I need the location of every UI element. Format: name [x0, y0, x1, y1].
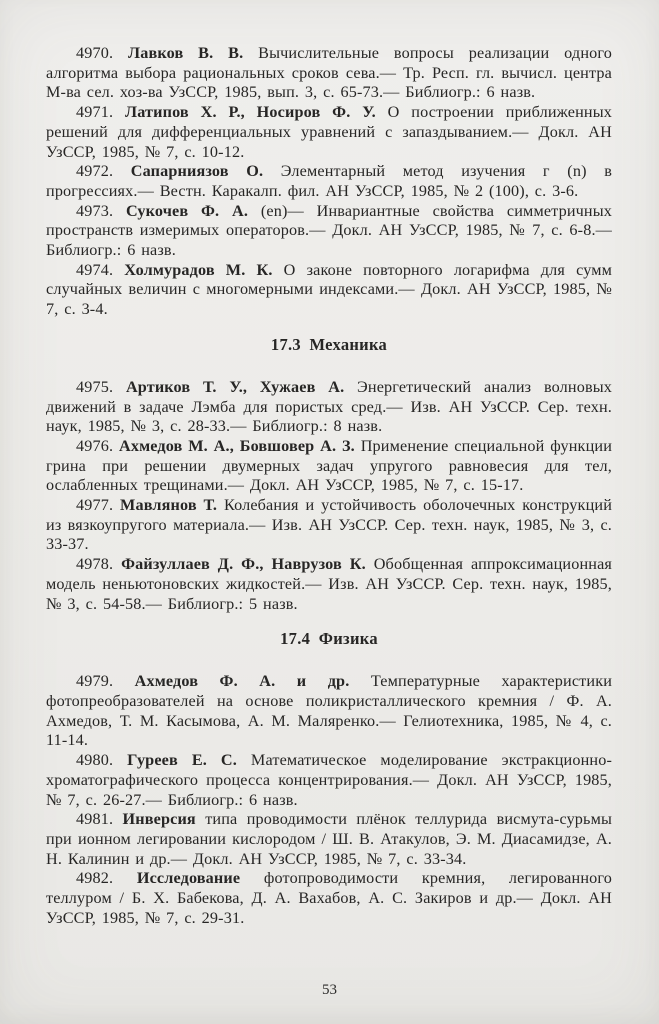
entry-number: 4975.: [76, 377, 114, 396]
entry-authors: Гуреев Е. С.: [127, 751, 237, 770]
bib-entry-4979: [46, 672, 612, 751]
entry-text: Обобщенная аппроксимационная модель неньютоновских жидкостей.— Изв. АН УзССР. Сер. техн. наук, 1985, № 3, с. 54-58.— Библиогр.: 5 назв.: [46, 555, 613, 613]
bib-section-mechanics: [46, 378, 612, 614]
entry-text: фотопроводимости кремния, легированного теллуром / Б. Х. Бабекова, Д. А. Вахабов, А. С. Закиров и др.— Докл. АН УзССР, 1985, № 7, с. 29-31.: [46, 869, 612, 927]
bib-section-physics: [46, 672, 612, 928]
bib-entry-4970: [46, 44, 612, 103]
entry-text: Применение специальной функции грина при решении двумерных задач упругого равновесия для тел, ослабленных трещинами.— Докл. АН УзССР, 1985, № 7, с. 15-17.: [46, 436, 613, 495]
entry-title-word: Исследование: [136, 869, 241, 888]
entry-number: 4974.: [76, 260, 114, 279]
bib-entry-4975: [46, 378, 612, 437]
bib-entry-4972: [46, 162, 612, 201]
entry-number: 4978.: [76, 555, 114, 574]
bib-entry-4973: [46, 202, 612, 261]
entry-authors: Мавлянов Т.: [120, 496, 218, 515]
entry-number: 4971.: [76, 103, 114, 122]
entry-number: 4972.: [76, 162, 114, 181]
bib-entry-4971: [46, 103, 612, 162]
entry-text: Вычислительные вопросы реализации одного алгоритма выбора рациональных сроков сева.— Тр. Респ. гл. вычисл. центра М-ва сел. хоз-ва УзССР, 1985, вып. 3, с. 65-73.— Библиогр.: 6 назв.: [46, 44, 612, 102]
entry-number: 4970.: [76, 44, 114, 62]
entry-authors: Сапарниязов О.: [130, 162, 264, 181]
entry-number: 4979.: [76, 672, 114, 691]
section-heading-mechanics: 17.3 Механика: [270, 334, 388, 354]
entry-authors: Ахмедов М. А., Бовшовер А. З.: [118, 436, 355, 455]
entry-authors: Сукочев Ф. А.: [125, 201, 249, 220]
entry-number: 4982.: [76, 869, 114, 888]
page-number: 53: [322, 982, 337, 998]
bib-entry-4981: [46, 810, 612, 869]
entry-authors: Латипов Х. Р., Носиров Ф. У.: [124, 103, 376, 122]
entry-authors: Холмурадов М. К.: [124, 260, 273, 279]
entry-text: О законе повторного логарифма для сумм случайных величин с многомерными индексами.— Докл. АН УзССР, 1985, № 7, с. 3-4.: [46, 260, 613, 319]
bib-entry-4980: [46, 751, 612, 810]
entry-text: Энергетический анализ волновых движений в задаче Лэмба для пористых сред.— Изв. АН УзССР. Сер. техн. наук, 1985, № 3, с. 28-33.— Библиогр.: 8 назв.: [46, 377, 613, 436]
entry-authors: Ахмедов Ф. А. и др.: [134, 672, 350, 691]
entry-text: Элементарный метод изучения г (n) в прогрессиях.— Вестн. Каракалп. фил. АН УзССР, 1985, № 2 (100), с. 3-6.: [46, 162, 613, 200]
entry-text: О построении приближенных решений для дифференциальных уравнений с запаздыванием.— Докл. АН УзССР, 1985, № 7, с. 10-12.: [46, 103, 612, 161]
entry-authors: Артиков Т. У., Хужаев А.: [125, 377, 345, 396]
bib-entry-4976: [46, 437, 612, 496]
entry-authors: Лавков В. В.: [128, 44, 244, 62]
bib-entry-4977: [46, 496, 612, 555]
section-heading-physics: 17.4 Физика: [280, 629, 378, 649]
bib-entry-4982: [46, 869, 612, 928]
entry-authors: Файзуллаев Д. Ф., Наврузов К.: [121, 555, 366, 574]
entry-text: (en)— Инвариантные свойства симметричных пространств измеримых операторов.— Докл. АН УзССР, 1985, № 7, с. 6-8.— Библиогр.: 6 назв.: [46, 201, 613, 260]
bib-entry-4978: [46, 555, 612, 614]
entry-number: 4980.: [76, 751, 114, 770]
entry-number: 4981.: [76, 810, 114, 829]
bib-section-math: [46, 44, 612, 320]
entry-number: 4977.: [76, 496, 114, 515]
entry-text: Температурные характеристики фотопреобразователей на основе поликристаллического кремния / Ф. А. Ахмедов, Т. М. Касымова, А. М. Маляренко.— Гелиотехника, 1985, № 4, с. 11-14.: [46, 672, 613, 750]
entry-number: 4976.: [76, 436, 114, 455]
entry-text: Колебания и устойчивость оболочечных конструкций из вязкоупругого материала.— Изв. АН УзССР. Сер. техн. наук, 1985, № 3, с. 33-37.: [46, 496, 613, 554]
entry-title-word: Инверсия: [122, 810, 196, 829]
entry-text: Математическое моделирование экстракционно-хроматографического процесса концентрирования.— Докл. АН УзССР, 1985, № 7, с. 26-27.— Библиогр.: 6 назв.: [46, 751, 612, 809]
entry-text: типа проводимости плёнок теллурида висмута-сурьмы при ионном легировании кислородом / Ш. В. Атакулов, Э. М. Диасамидзе, А. Н. Калинин и др.— Докл. АН УзССР, 1985, № 7, с. 33-34.: [46, 810, 613, 868]
bib-entry-4974: [46, 261, 612, 320]
entry-number: 4973.: [76, 201, 114, 220]
